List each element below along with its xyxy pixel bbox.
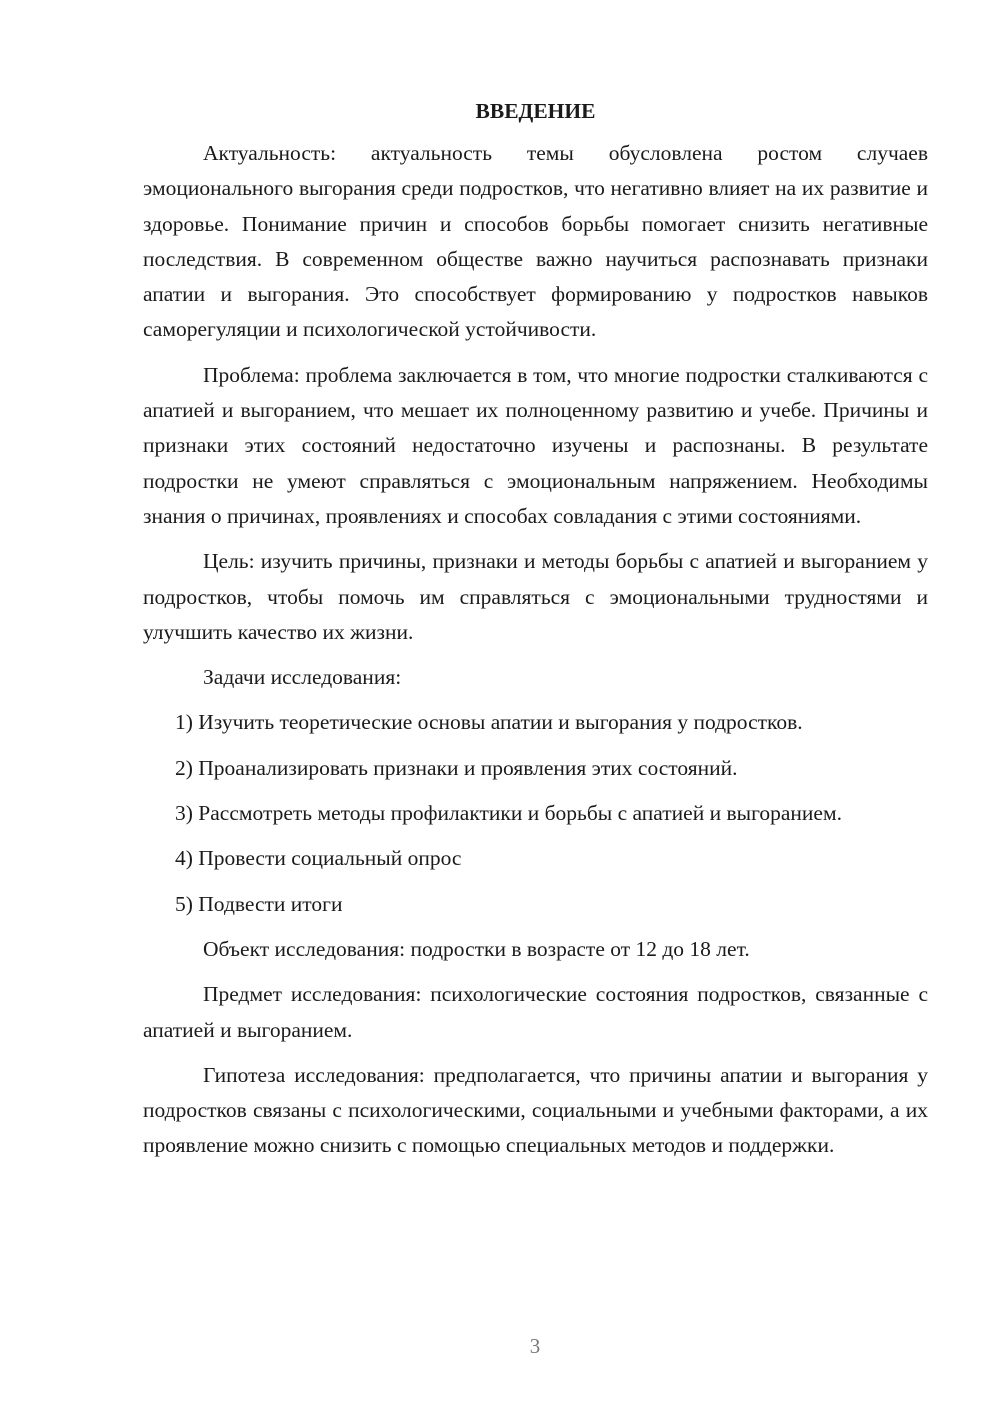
hypothesis-paragraph: Гипотеза исследования: предполагается, что причины апатии и выгорания у подростков связаны с психологическими, социальными и учебными факторами, а их проявление можно снизить с помощью специальных методов и поддержки. — [143, 1062, 928, 1158]
task-item-1: 1) Изучить теоретические основы апатии и выгорания у подростков. — [175, 710, 803, 735]
object-paragraph: Объект исследования: подростки в возрасте от 12 до 18 лет. — [203, 936, 750, 961]
document-page — [143, 96, 928, 1174]
page-title: ВВЕДЕНИЕ — [475, 99, 596, 123]
goal-paragraph: Цель: изучить причины, признаки и методы борьбы с апатией и выгоранием у подростков, чтобы помочь им справляться с эмоциональными трудностями и улучшить качество их жизни. — [143, 549, 928, 644]
subject-paragraph: Предмет исследования: психологические состояния подростков, связанные с апатией и выгоранием. — [143, 982, 928, 1042]
task-item-2: 2) Проанализировать признаки и проявления этих состояний. — [175, 755, 738, 780]
page-number: 3 — [529, 1334, 541, 1358]
tasks-heading: Задачи исследования: — [203, 665, 402, 690]
task-item-3: 3) Рассмотреть методы профилактики и борьбы с апатией и выгоранием. — [175, 801, 842, 826]
task-item-5: 5) Подвести итоги — [175, 891, 343, 916]
problem-paragraph: Проблема: проблема заключается в том, что многие подростки сталкиваются с апатией и выгоранием, что мешает их полноценному развитию и учебе. Причины и признаки этих состояний недостаточно изучены и распознаны. В результате подростки не умеют справляться с эмоциональным напряжением. Необходимы знания о причинах, проявлениях и способах совладания с этими состояниями. — [143, 362, 928, 528]
task-item-4: 4) Провести социальный опрос — [175, 846, 462, 871]
relevance-paragraph: Актуальность: актуальность темы обусловлена ростом случаев эмоционального выгорания среди подростков, что негативно влияет на их развитие и здоровье. Понимание причин и способов борьбы помогает снизить негативные последствия. В современном обществе важно научиться распознавать признаки апатии и выгорания. Это способствует формированию у подростков навыков саморегуляции и психологической устойчивости. — [143, 141, 928, 342]
